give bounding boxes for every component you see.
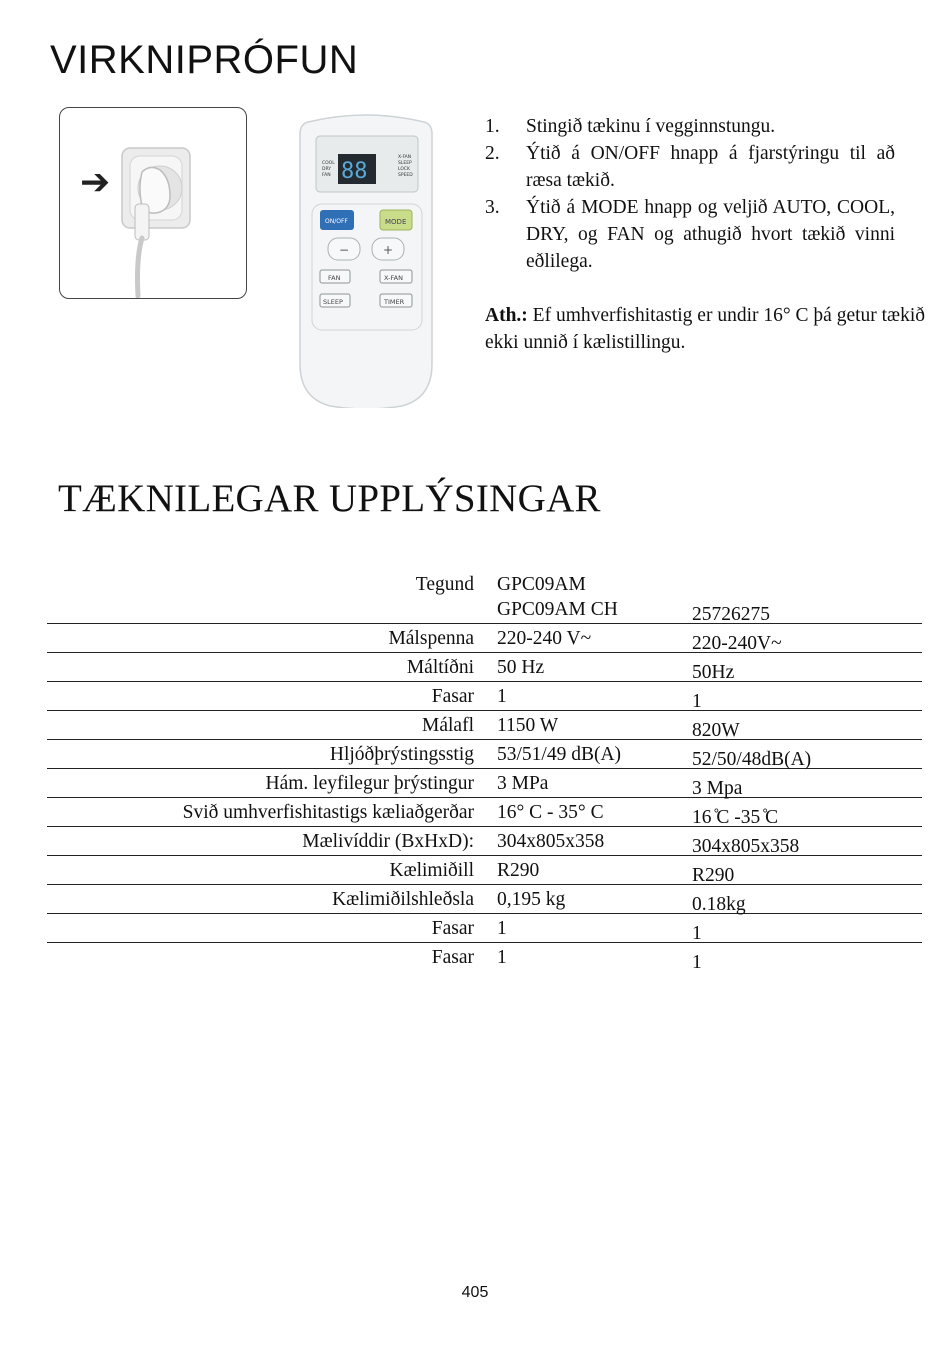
table-row [47,827,922,856]
spec-value-model-2: 304x805x358 [692,836,800,857]
table-row: Tegund GPC09AM [415,574,586,595]
spec-table [47,568,922,971]
table-row [47,885,922,914]
spec-value-model-2: R290 [692,865,735,886]
spec-label: Málafl [422,715,474,736]
spec-value-model-2: 1 [692,691,702,712]
svg-text:+: + [383,243,394,257]
spec-label: Fasar [431,918,474,939]
spec-value-model-1: 50 Hz [497,657,545,678]
spec-value-model-1: 220-240 V~ [497,628,592,649]
spec-label: Máltíðni [406,657,474,678]
table-row [47,769,922,798]
table-row [47,624,922,653]
note-paragraph [485,302,945,356]
spec-value-model-1: 1 [497,918,507,939]
spec-label: Fasar [431,947,474,968]
svg-text:DRY: DRY [322,167,332,172]
spec-label: Hljóðþrýstingsstig [329,744,474,765]
spec-value-model-1: 1 [497,686,507,707]
spec-label: Mælivíddir (BxHxD): [302,831,474,852]
table-row [47,740,922,769]
spec-value-model-1: 3 MPa [497,773,549,794]
svg-text:FAN: FAN [328,274,341,282]
arrow-icon: ➔ [80,162,111,203]
table-row [47,914,922,943]
note-label: Ath.: [485,305,528,326]
svg-text:MODE: MODE [385,218,407,226]
spec-label: Málspenna [388,628,474,649]
spec-label: Fasar [431,686,474,707]
list-item: 1. Stingið tækinu í vegginnstungu. [485,116,776,137]
remote-control-illustration [298,114,434,408]
section-title-function-test: VIRKNIPRÓFUN [50,38,359,82]
svg-text:−: − [339,243,350,257]
spec-value-model-2: 820W [692,720,740,741]
spec-value-model-2: 3 Mpa [692,778,743,799]
spec-value-model-1: 1 [497,947,507,968]
svg-text:COOL: COOL [322,161,335,166]
svg-text:X-FAN: X-FAN [384,274,403,282]
spec-value-model-1: 53/51/49 dB(A) [497,744,622,765]
spec-value-model-2: 1 [692,952,702,973]
remote-display-digits: 88 [341,159,368,184]
svg-text:TIMER: TIMER [384,298,405,306]
list-item: 2. Ýtið á ON/OFF hnapp á fjarstýringu til að ræsa tækið. [485,143,895,191]
table-row [47,653,922,682]
table-row [47,798,922,827]
spec-value-model-1: R290 [497,860,540,881]
spec-label: Kælimiðill [389,860,474,881]
spec-value-model-1: 304x805x358 [497,831,605,852]
spec-value-model-1: 16° C - 35° C [497,802,604,823]
table-row [47,682,922,711]
page-number: 405 [461,1284,489,1301]
note-text: Ef umhverfishitastig er undir 16° C þá getur tækið ekki unnið í kælistillingu. [485,305,925,353]
svg-text:X-FAN: X-FAN [398,155,412,160]
table-row [47,856,922,885]
spec-value-model-1: GPC09AM CH [497,599,618,620]
plug-in-socket-icon [60,108,246,298]
spec-label: Svið umhverfishitastigs kæliaðgerðar [182,802,474,823]
svg-text:SLEEP: SLEEP [398,161,412,166]
spec-label: Kælimiðilshleðsla [332,889,474,910]
spec-value-model-2: 0.18kg [692,894,746,915]
wall-socket-illustration [59,107,247,299]
svg-text:SPEED: SPEED [398,173,413,178]
spec-value-model-2: 220-240V~ [692,633,782,654]
svg-text:SLEEP: SLEEP [323,298,343,306]
table-row [47,711,922,740]
spec-value-model-1: 1150 W [497,715,559,736]
table-row [47,943,922,971]
test-steps-list [485,113,895,275]
spec-value-model-2: 25726275 [692,604,770,625]
spec-value-model-2: 50Hz [692,662,735,683]
table-row [47,595,922,624]
spec-value-model-2: 52/50/48dB(A) [692,749,812,770]
spec-value-model-2: 16 ̊C -35 ̊C [692,807,779,828]
spec-value-model-2: 1 [692,923,702,944]
svg-text:LOCK: LOCK [398,167,410,172]
spec-label: Hám. leyfilegur þrýstingur [265,773,474,794]
svg-text:FAN: FAN [322,173,331,178]
list-item: 3. Ýtið á MODE hnapp og veljið AUTO, COOL, DRY, og FAN og athugið hvort tækið vinni eðlilega. [485,197,895,272]
section-title-technical-info: TÆKNILEGAR UPPLÝSINGAR [58,477,601,520]
spec-value-model-1: 0,195 kg [497,889,566,910]
svg-text:ON/OFF: ON/OFF [325,218,348,225]
